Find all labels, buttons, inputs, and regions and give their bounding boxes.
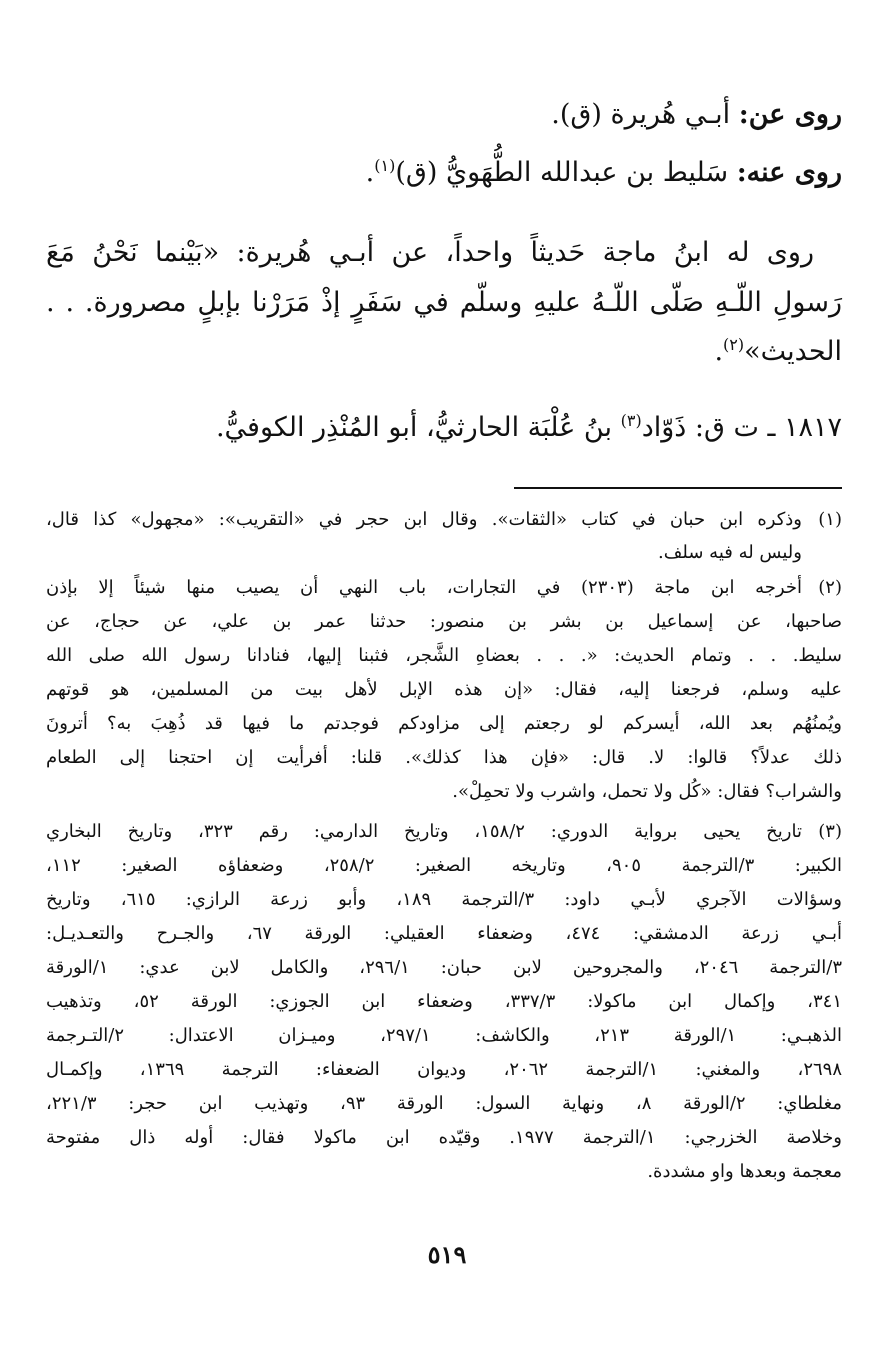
footnote-3-line-3: وسؤالات الآجري لأبـي داود: ٣/الترجمة ١٨٩، وأبو زرعة الرازي: ٦١٥، وتاريخ [46, 889, 842, 910]
footnote-3-line-10: وخلاصة الخزرجي: ١/الترجمة ١٩٧٧. وقيّده ابن ماكولا فقال: أوله ذال مفتوحة [46, 1127, 842, 1148]
footnote-2-line-3: سليط. . . وتمام الحديث: «. . . بعضاهِ الشَّجر، فثبنا إليها، فنادانا رسول الله صلى الله [46, 645, 842, 666]
footnote-3-line-5: ٣/الترجمة ٢٠٤٦، والمجروحين لابن حبان: ٢٩٦/١، والكامل لابن عدي: ١/الورقة [46, 957, 842, 978]
footnote-2-line-7: والشراب؟ فقال: «كُل ولا تحمل، واشرب ولا تحمِلْ». [452, 781, 842, 802]
footnote-2-line-6: ذلك عدلاً؟ قالوا: لا. قال: «فإن هذا كذلك». قلنا: أفرأيت إن احتجنا إلى الطعام [46, 747, 842, 768]
entry-heading [46, 410, 842, 446]
body-line-3-text: الحديث» [744, 336, 842, 367]
footnote-1-line-2: وليس له فيه سلف. [658, 542, 802, 563]
entry-heading-text: ١٨١٧ ـ ت ق: ذَوّاد [641, 412, 842, 443]
footnote-ref-1: (١) [374, 156, 396, 175]
footnote-2-line-5: ويُمنُهُم بعد الله، أيسركم لو رجعتم إلى مزاودكم فوجدتم ما فيها قد ذُهِبَ به؟ أترونَ [46, 713, 842, 734]
narrated-from-value: أبـي هُريرة (ق). [551, 99, 731, 130]
footnote-3-line-11: معجمة وبعدها واو مشددة. [647, 1161, 842, 1182]
footnote-3-line-7: الذهبـي: ١/الورقة ٢١٣، والكاشف: ٢٩٧/١، وميـزان الاعتدال: ٢/التـرجمة [46, 1025, 842, 1046]
footnote-2-line-1: أخرجه ابن ماجة (٢٣٠٣) في التجارات، باب النهي أن يصيب منها شيئاً إلا بإذن [46, 577, 802, 598]
narrated-from-label: روى عن: [738, 99, 842, 130]
footnote-3-line-8: ٢٦٩٨، والمغني: ١/الترجمة ٢٠٦٢، وديوان الضعفاء: الترجمة ١٣٦٩، وإكمـال [46, 1059, 842, 1080]
narrated-by-line [46, 155, 842, 191]
footnote-ref-2: (٢) [723, 335, 745, 354]
body-line-1: روى له ابنُ ماجة حَديثاً واحداً، عن أبـي هُريرة: «بَيْنما نَحْنُ مَعَ [46, 237, 814, 268]
footnote-1-line-1: وذكره ابن حبان في كتاب «الثقات». وقال ابن حجر في «التقريب»: «مجهول» كذا قال، [46, 509, 802, 530]
footnote-2-line-2: صاحبها، عن إسماعيل بن بشر بن منصور: حدثنا عمر بن علي، عن حجاج، عن [46, 611, 842, 632]
footnote-3-line-1: تاريخ يحيى برواية الدوري: ١٥٨/٢، وتاريخ الدارمي: رقم ٣٢٣، وتاريخ البخاري [46, 821, 802, 842]
narrated-by-value: سَليط بن عبدالله الطُّهَويُّ (ق) [395, 157, 729, 188]
footnote-3-line-6: ٣٤١، وإكمال ابن ماكولا: ٣٣٧/٣، وضعفاء ابن الجوزي: الورقة ٥٢، وتذهيب [46, 991, 843, 1012]
page-number: ٥١٩ [427, 1240, 467, 1269]
footnote-3-line-4: أبـي زرعة الدمشقي: ٤٧٤، وضعفاء العقيلي: الورقة ٦٧، والجـرح والتعـديـل: [46, 923, 843, 944]
footnote-2-number: (٢) [818, 577, 842, 598]
body-line-2: رَسولِ اللّـهِ صَلّى اللّـهُ عليهِ وسلّم في سَفَرٍ إذْ مَرَرْنا بإبلٍ مصرورة. . . [46, 287, 842, 318]
narrated-by-label: روى عنه: [736, 157, 842, 188]
body-line-3-end: . [714, 336, 724, 367]
body-line-3 [46, 334, 842, 370]
footnote-3-line-2: الكبير: ٣/الترجمة ٩٠٥، وتاريخه الصغير: ٢٥٨/٢، وضعفاؤه الصغير: ١١٢، [46, 855, 843, 876]
footnote-2-line-4: عليه وسلم، فرجعنا إليه، فقال: «إن هذه الإبل لأهل بيت من المسلمين، هو قوتهم [46, 679, 842, 700]
entry-heading-rest: بنُ عُلْبَة الحارثيُّ، أبو المُنْذِر الكوفيُّ. [215, 412, 621, 443]
narrated-from-line [46, 97, 842, 133]
narrated-by-end: . [365, 157, 375, 188]
footnote-separator [514, 487, 842, 489]
footnote-1-number: (١) [818, 509, 842, 530]
footnote-3-line-9: مغلطاي: ٢/الورقة ٨، ونهاية السول: الورقة ٩٣، وتهذيب ابن حجر: ٢٢١/٣، [46, 1093, 842, 1114]
footnote-3-number: (٣) [818, 821, 842, 842]
footnote-ref-3: (٣) [620, 411, 642, 430]
